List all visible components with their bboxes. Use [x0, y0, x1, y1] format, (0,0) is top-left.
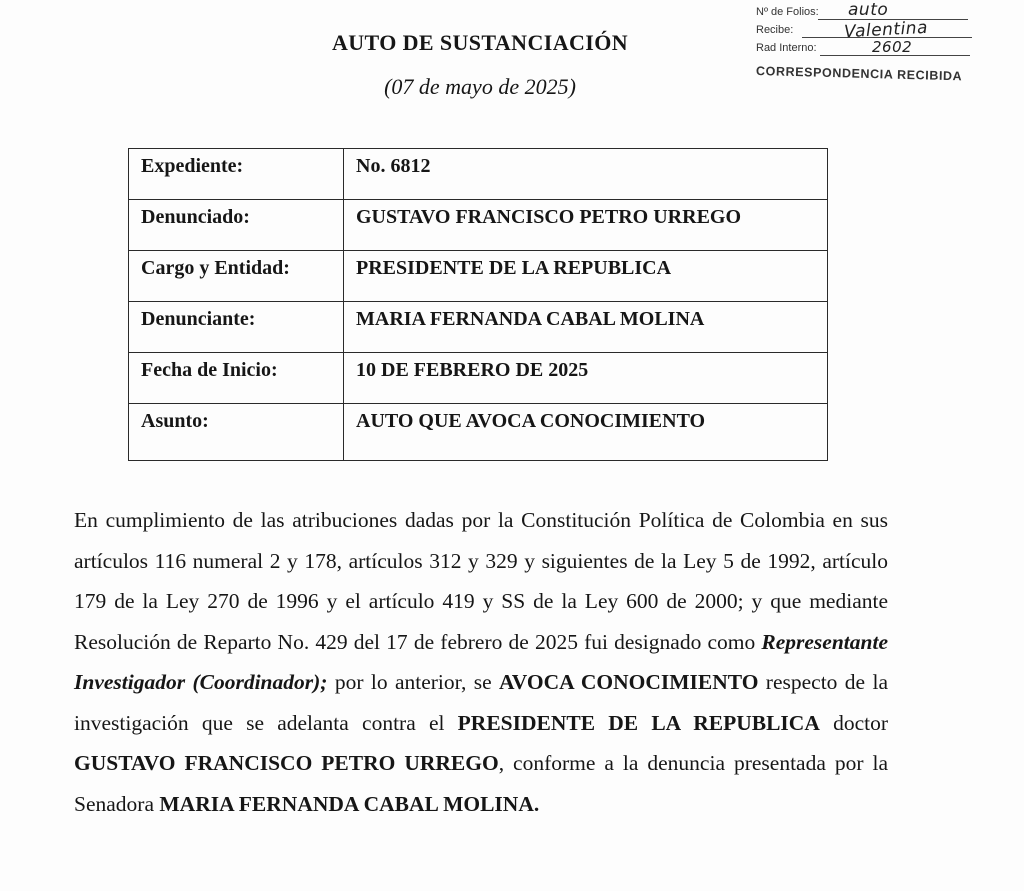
case-details-table — [128, 148, 828, 461]
investigator-role: Representante Investigador (Coordinador); — [74, 629, 888, 694]
row-value: MARIA FERNANDA CABAL MOLINA — [344, 302, 828, 353]
stamp-footer: CORRESPONDENCIA RECIBIDA — [755, 64, 963, 84]
row-value: PRESIDENTE DE LA REPUBLICA — [344, 251, 828, 302]
complainant-name: MARIA FERNANDA CABAL MOLINA. — [159, 791, 540, 816]
stamp-folios-value: auto — [848, 0, 889, 20]
stamp-folios-label: Nº de Folios: — [756, 6, 819, 18]
accused-name: GUSTAVO FRANCISCO PETRO URREGO — [74, 751, 499, 775]
row-value: 10 DE FEBRERO DE 2025 — [344, 353, 828, 404]
body-text-part: respecto de la investigación que se adelanta contra el — [74, 670, 888, 735]
stamp-radicado-value: 2602 — [872, 38, 913, 56]
stamp-recibe-value: Valentina — [843, 17, 929, 43]
document-title: AUTO DE SUSTANCIACIÓN — [331, 30, 629, 55]
row-label: Denunciante: — [129, 302, 344, 353]
row-label: Denunciado: — [129, 200, 344, 251]
row-label: Expediente: — [129, 149, 344, 200]
body-text-part: , conforme a la denuncia presentada por la Senadora — [74, 751, 888, 816]
body-text-part: doctor — [819, 710, 888, 735]
row-value: No. 6812 — [344, 149, 828, 200]
row-label: Fecha de Inicio: — [129, 353, 344, 404]
table-row — [129, 353, 828, 404]
table-row — [129, 302, 828, 353]
document-date: (07 de mayo de 2025) — [384, 74, 576, 99]
body-paragraph — [74, 500, 888, 824]
office-name: PRESIDENTE DE LA REPUBLICA — [457, 710, 820, 735]
table-row — [129, 149, 828, 200]
row-label: Asunto: — [129, 404, 344, 461]
stamp-recibe-label: Recibe: — [756, 24, 794, 36]
table-row — [129, 251, 828, 302]
table-row — [129, 200, 828, 251]
body-text-part: por lo anterior, se — [327, 670, 499, 694]
row-label: Cargo y Entidad: — [129, 251, 344, 302]
row-value: AUTO QUE AVOCA CONOCIMIENTO — [344, 404, 828, 461]
avoca-conocimiento: AVOCA CONOCIMIENTO — [499, 670, 759, 694]
stamp-radicado-label: Rad Interno: — [756, 42, 817, 54]
table-row — [129, 404, 828, 461]
row-value: GUSTAVO FRANCISCO PETRO URREGO — [344, 200, 828, 251]
body-text-part: En cumplimiento de las atribuciones dadas por la Constitución Política de Colombia en sus artículos 116 numeral 2 y 178, artículos 312 y 329 y siguientes de la Ley 5 de 1992, artículo 179 de la Ley 270 de 1996 y el artículo 419 y SS de la Ley 600 de 2000; y que mediante Resolución de Reparto No. 429 del 17 de febrero de 2025 fui designado como — [74, 508, 888, 654]
